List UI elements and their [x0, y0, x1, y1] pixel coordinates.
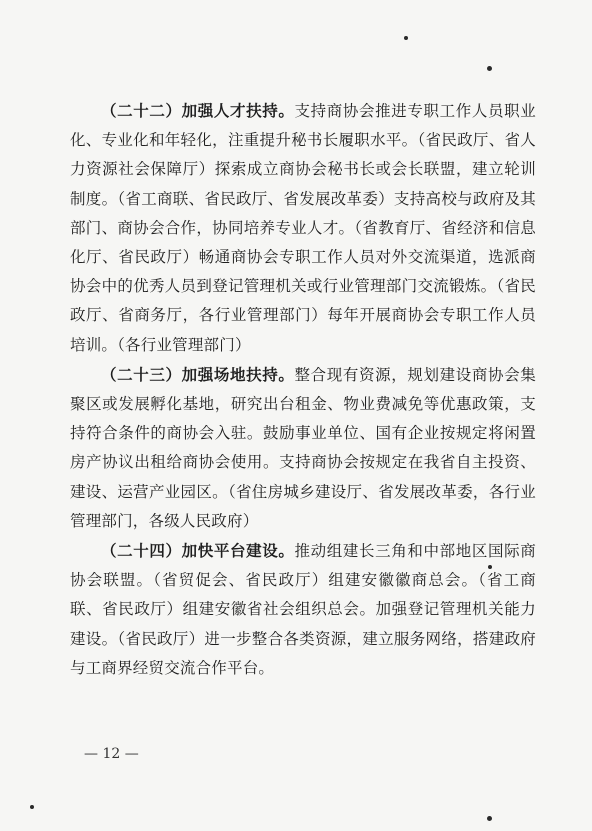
scan-speck — [488, 565, 492, 569]
paragraph-23 — [70, 360, 536, 536]
paragraph-heading: （二十三）加强场地扶持。 — [101, 364, 295, 384]
scan-speck — [487, 816, 492, 821]
paragraph-heading: （二十四）加快平台建设。 — [101, 541, 295, 561]
paragraph-text: 支持商协会推进专职工作人员职业化、专业化和年轻化，注重提升秘书长履职水平。（省民政厅、省人力资源社会保障厅）探索成立商协会秘书长或会长联盟，建立轮训制度。（省工商联、省民政厅、省发展改革委）支持高校与政府及其部门、商协会合作，协同培养专业人才。（省教育厅、省经济和信息化厅、省民政厅）畅通商协会专职工作人员对外交流渠道，选派商协会中的优秀人员到登记管理机关或行业管理部门交流锻炼。（省民政厅、省商务厅，各行业管理部门）每年开展商协会专职工作人员培训。（各行业管理部门） — [70, 102, 536, 354]
page-number: — 12 — — [84, 746, 139, 762]
scan-speck — [404, 36, 408, 40]
paragraph-22 — [70, 96, 536, 360]
paragraph-text: 整合现有资源，规划建设商协会集聚区或发展孵化基地，研究出台租金、物业费减免等优惠政策，支持符合条件的商协会入驻。鼓励事业单位、国有企业按规定将闲置房产协议出租给商协会使用。支持商协会按规定在我省自主投资、建设、运营产业园区。（省住房城乡建设厅、省发展改革委，各行业管理部门，各级人民政府） — [70, 365, 536, 530]
scan-speck — [487, 66, 492, 71]
paragraph-24 — [70, 536, 536, 683]
document-body — [70, 96, 536, 683]
scan-speck — [30, 805, 34, 809]
paragraph-text: 推动组建长三角和中部地区国际商协会联盟。（省贸促会、省民政厅）组建安徽徽商总会。（省工商联、省民政厅）组建安徽省社会组织总会。加强登记管理机关能力建设。（省民政厅）进一步整合各类资源，建立服务网络，搭建政府与工商界经贸交流合作平台。 — [70, 542, 536, 677]
paragraph-heading: （二十二）加强人才扶持。 — [101, 101, 295, 120]
